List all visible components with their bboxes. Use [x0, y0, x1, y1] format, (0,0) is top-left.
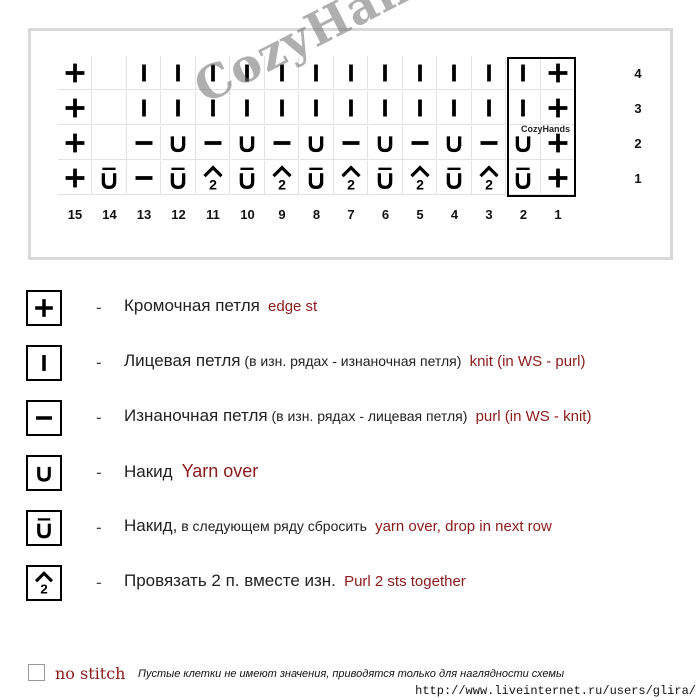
column-number: 7: [347, 207, 355, 222]
legend-description: [124, 406, 591, 426]
source-url: http://www.liveinternet.ru/users/glira/: [415, 684, 696, 698]
chart-cell-knit: [127, 91, 161, 125]
chart-cell-empty: [93, 126, 127, 160]
chart-cell-knit: [265, 91, 299, 125]
chart-cell-knit: [507, 91, 541, 125]
legend-item-edge: [26, 290, 686, 330]
chart-cell-yo_drop: [231, 161, 265, 195]
legend-dash: -: [96, 408, 102, 427]
legend-ru-text: Лицевая петля: [124, 351, 241, 370]
chart-cell-knit: [507, 56, 541, 90]
legend-item-yo: [26, 455, 686, 495]
chart-cell-knit: [196, 56, 230, 90]
knit-symbol-icon: [26, 345, 62, 381]
column-number: 12: [171, 207, 186, 222]
legend-en-text: knit (in WS - purl): [465, 353, 586, 370]
column-number: 3: [485, 207, 493, 222]
chart-cell-knit: [403, 56, 437, 90]
chart-cell-yo: [369, 126, 403, 160]
legend-item-p2tog: [26, 565, 686, 605]
column-number: 2: [519, 207, 528, 222]
no-stitch-swatch: [28, 664, 45, 681]
chart-cell-p2tog: [334, 161, 368, 195]
column-number: 15: [67, 207, 83, 222]
column-number: 1: [554, 207, 562, 222]
row-number: 2: [634, 136, 642, 151]
chart-cell-knit: [438, 56, 472, 90]
row-number: 4: [634, 66, 642, 81]
chart-cell-knit: [403, 91, 437, 125]
chart-cell-knit: [334, 56, 368, 90]
chart-cell-yo: [162, 126, 196, 160]
chart-cell-yo: [438, 126, 472, 160]
chart-cell-edge: [58, 91, 92, 125]
legend-item-knit: [26, 345, 686, 385]
svg-text:2: 2: [40, 581, 48, 597]
chart-cell-purl: [265, 126, 299, 160]
column-number: 9: [278, 207, 286, 222]
edge-symbol-icon: [26, 290, 62, 326]
chart-cell-empty: [93, 91, 127, 125]
chart-cell-purl: [472, 126, 506, 160]
chart-cell-p2tog: [472, 161, 506, 195]
legend-ru-note: (в изн. рядах - лицевая петля): [267, 408, 468, 424]
legend-item-yo_drop: [26, 510, 686, 550]
legend-description: [124, 571, 466, 591]
chart-cell-knit: [369, 91, 403, 125]
legend-dash: -: [96, 298, 102, 317]
legend-ru-note: в следующем ряду сбросить: [177, 518, 367, 534]
chart-cell-yo: [231, 126, 265, 160]
chart-cell-yo_drop: [438, 161, 472, 195]
chart-cell-knit: [231, 91, 265, 125]
legend-dash: -: [96, 573, 102, 592]
svg-text:2: 2: [415, 175, 424, 192]
legend-description: [124, 461, 258, 482]
chart-cell-purl: [127, 126, 161, 160]
chart-cell-knit: [300, 91, 334, 125]
chart-cell-knit: [127, 56, 161, 90]
chart-cell-p2tog: [403, 161, 437, 195]
chart-cell-knit: [265, 56, 299, 90]
column-number: 8: [312, 207, 321, 222]
highlight-label: CozyHands: [521, 124, 571, 134]
chart-cell-purl: [196, 126, 230, 160]
svg-text:2: 2: [208, 175, 217, 192]
legend-ru-text: Изнаночная петля: [124, 406, 268, 425]
legend-ru-text: Провязать 2 п. вместе изн.: [124, 571, 336, 590]
chart-cell-knit: [162, 91, 196, 125]
chart-cell-yo_drop: [507, 161, 541, 195]
chart-cell-knit: [438, 91, 472, 125]
chart-cell-knit: [369, 56, 403, 90]
legend-ru-text: Кромочная петля: [124, 296, 260, 315]
chart-cell-edge: [58, 126, 92, 160]
legend-en-text: yarn over, drop in next row: [370, 518, 552, 535]
chart-cell-yo_drop: [369, 161, 403, 195]
chart-cell-edge: [58, 161, 92, 195]
legend-dash: -: [96, 463, 102, 482]
legend-ru-text: Накид,: [124, 516, 178, 535]
svg-text:2: 2: [484, 175, 493, 192]
chart-cell-knit: [334, 91, 368, 125]
chart-cell-purl: [334, 126, 368, 160]
chart-cell-knit: [472, 56, 506, 90]
row-number: 3: [634, 101, 642, 116]
legend-description: [124, 351, 585, 371]
svg-text:2: 2: [346, 175, 355, 192]
legend-en-text: Yarn over: [176, 461, 259, 481]
chart-cell-knit: [231, 56, 265, 90]
column-number: 5: [416, 207, 424, 222]
chart-cell-p2tog: [196, 161, 230, 195]
legend-ru-note: (в изн. рядах - изнаночная петля): [240, 353, 462, 369]
yo-symbol-icon: [26, 455, 62, 491]
row-number: 1: [634, 171, 642, 186]
legend-dash: -: [96, 518, 102, 537]
chart-cell-edge: [541, 91, 575, 125]
chart-cell-purl: [403, 126, 437, 160]
chart-cell-knit: [300, 56, 334, 90]
column-number: 14: [102, 207, 117, 222]
legend-description: [124, 516, 552, 536]
svg-text:2: 2: [277, 175, 286, 192]
chart-cell-yo: [300, 126, 334, 160]
chart-cell-purl: [127, 161, 161, 195]
chart-cell-yo_drop: [93, 161, 127, 195]
chart-cell-edge: [541, 56, 575, 90]
no-stitch-label: no stitch: [55, 664, 126, 683]
legend-item-purl: [26, 400, 686, 440]
chart-cell-yo_drop: [162, 161, 196, 195]
legend-description: [124, 296, 317, 316]
chart-cell-knit: [162, 56, 196, 90]
p2tog-symbol-icon: [26, 565, 62, 601]
column-number: 13: [136, 207, 152, 222]
chart-cell-edge: [58, 56, 92, 90]
yo_drop-symbol-icon: [26, 510, 62, 546]
chart-cell-knit: [472, 91, 506, 125]
empty-cells-note: Пустые клетки не имеют значения, приводятся только для наглядности схемы: [138, 668, 565, 680]
column-number: 6: [381, 207, 390, 222]
legend-en-text: purl (in WS - knit): [471, 408, 592, 425]
legend-dash: -: [96, 353, 102, 372]
column-number: 4: [450, 207, 459, 222]
chart-cell-p2tog: [265, 161, 299, 195]
legend-ru-text: Накид: [124, 462, 173, 481]
legend-en-text: edge st: [263, 298, 318, 315]
column-number: 10: [240, 207, 255, 222]
purl-symbol-icon: [26, 400, 62, 436]
chart-cell-yo_drop: [300, 161, 334, 195]
chart-cell-empty: [93, 56, 127, 90]
chart-cell-knit: [196, 91, 230, 125]
legend-en-text: Purl 2 sts together: [339, 573, 466, 590]
column-number: 11: [206, 207, 220, 222]
chart-cell-edge: [541, 161, 575, 195]
